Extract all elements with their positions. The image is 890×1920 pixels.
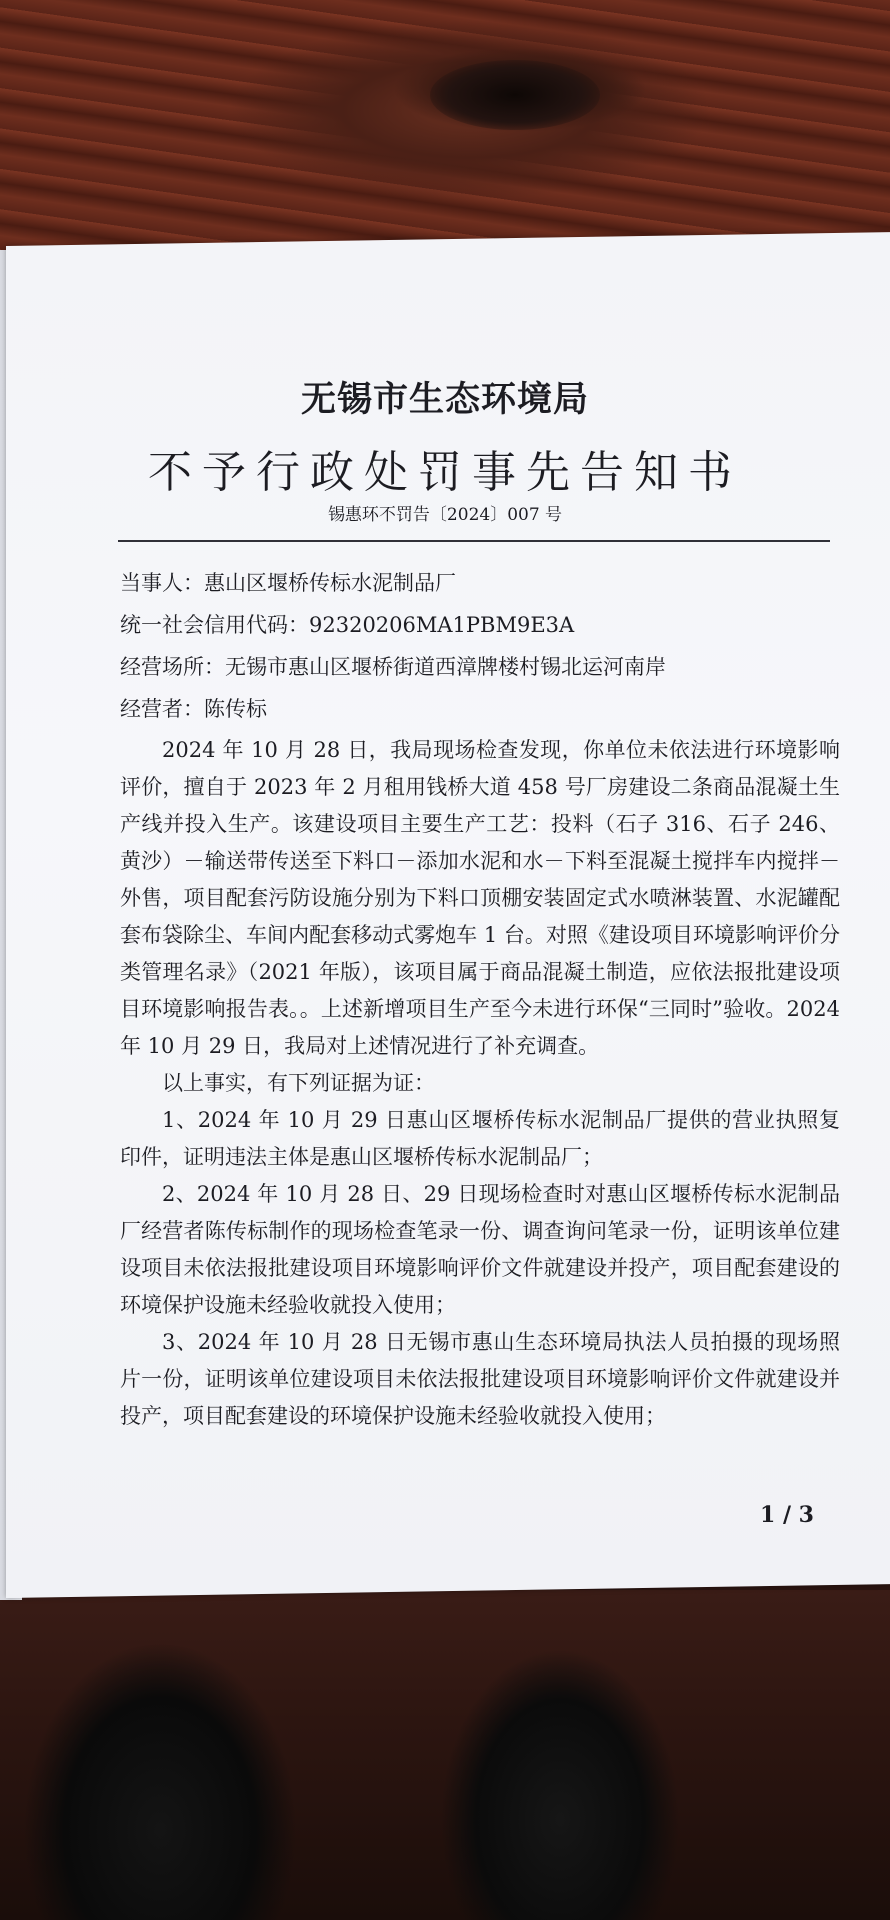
document-number: 锡惠环不罚告〔2024〕007 号 — [327, 505, 563, 525]
operator-label: 经营者： — [120, 697, 204, 721]
credit-code-value: 92320206MA1PBM9E3A — [309, 613, 575, 637]
party-row-operator — [120, 688, 840, 730]
party-row-name — [120, 562, 840, 604]
party-label: 当事人： — [120, 571, 204, 595]
party-row-address — [120, 646, 840, 688]
agency-name: 无锡市生态环境局 — [300, 380, 589, 420]
address-value: 无锡市惠山区堰桥街道西漳牌楼村锡北运河南岸 — [225, 655, 666, 679]
evidence-item-2: 2、2024 年 10 月 28 日、29 日现场检查时对惠山区堰桥传标水泥制品厂经营者陈传标制作的现场检查笔录一份、调查询问笔录一份，证明该单位建设项目未依法报批建设项目环境影响评价文件就建设并投产，项目配套建设的环境保护设施未经验收就投入使用； — [120, 1182, 840, 1317]
credit-code-label: 统一社会信用代码： — [120, 613, 309, 637]
evidence-item-3: 3、2024 年 10 月 28 日无锡市惠山生态环境局执法人员拍摄的现场照片一份，证明该单位建设项目未依法报批建设项目环境影响评价文件就建设并投产，项目配套建设的环境保护设施未经验收就投入使用； — [120, 1330, 840, 1428]
document-body — [120, 732, 840, 1435]
party-info — [120, 562, 840, 730]
evidence-item-1: 1、2024 年 10 月 29 日惠山区堰桥传标水泥制品厂提供的营业执照复印件，证明违法主体是惠山区堰桥传标水泥制品厂； — [120, 1108, 840, 1169]
party-value: 惠山区堰桥传标水泥制品厂 — [204, 571, 456, 595]
header-divider — [118, 540, 830, 542]
facts-paragraph: 2024 年 10 月 28 日，我局现场检查发现，你单位未依法进行环境影响评价，擅自于 2023 年 2 月租用钱桥大道 458 号厂房建设二条商品混凝土生产线并投入生产。该建设项目主要生产工艺：投料（石子 316、石子 246、黄沙）－输送带传送至下料口－添加水泥和水－下料至混凝土搅拌车内搅拌－外售，项目配套污防设施分别为下料口顶棚安装固定式水喷淋装置、水泥罐配套布袋除尘、车间内配套移动式雾炮车 1 台。对照《建设项目环境影响评价分类管理名录》（2021 年版），该项目属于商品混凝土制造，应依法报批建设项目环境影响报告表。。上述新增项目生产至今未进行环保“三同时”验收。2024 年 10 月 29 日，我局对上述情况进行了补充调查。 — [120, 738, 840, 1058]
evidence-intro: 以上事实，有下列证据为证： — [162, 1071, 435, 1095]
party-row-credit-code — [120, 604, 840, 646]
document-title: 不予行政处罚事先告知书 — [148, 447, 742, 498]
operator-value: 陈传标 — [204, 697, 267, 721]
page-number: 1 / 3 — [760, 1502, 814, 1528]
address-label: 经营场所： — [120, 655, 225, 679]
